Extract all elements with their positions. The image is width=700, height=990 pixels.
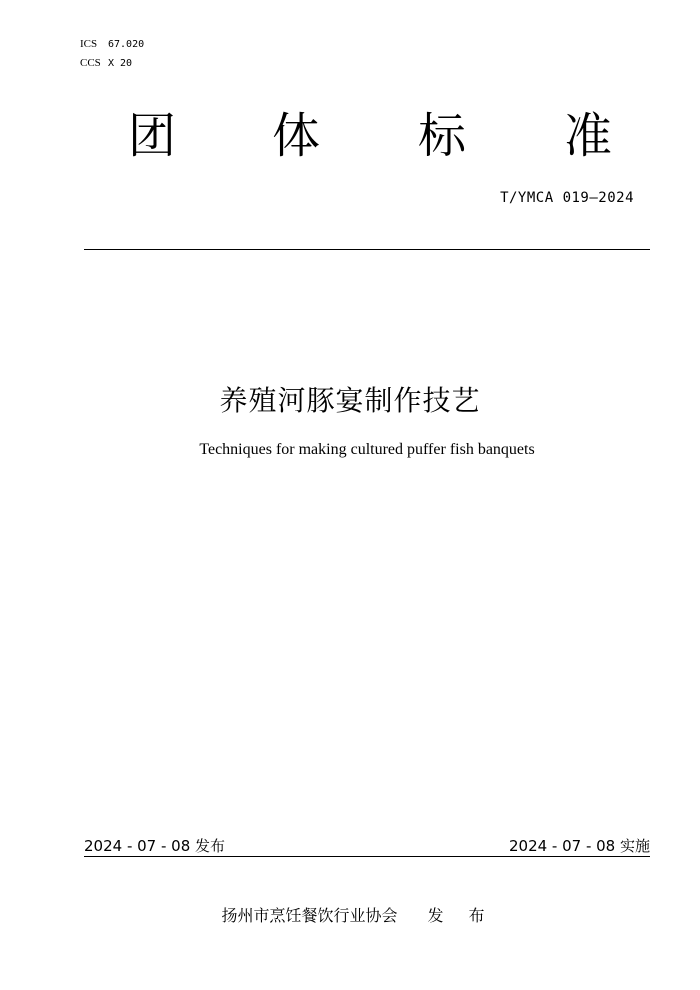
ccs-value: X 20 xyxy=(108,58,133,69)
publish-date: 2024 - 07 - 08 发布 xyxy=(84,837,226,855)
standard-type-char: 团 xyxy=(128,108,177,164)
document-title-en: Techniques for making cultured puffer fish banquets xyxy=(199,441,535,458)
header-divider xyxy=(84,249,650,250)
ics-label: ICS xyxy=(80,38,98,50)
issue-label: 发 布 xyxy=(427,906,495,925)
ics-value: 67.020 xyxy=(108,39,145,50)
standard-type-char: 准 xyxy=(564,108,613,164)
standard-type-heading xyxy=(128,108,618,164)
footer-divider xyxy=(84,856,650,857)
ics-row xyxy=(80,35,144,54)
standard-type-char: 体 xyxy=(272,108,321,164)
issuer-line xyxy=(0,903,700,926)
classification-codes xyxy=(80,35,144,73)
standard-type-char: 标 xyxy=(418,108,467,164)
ccs-label: CCS xyxy=(80,57,101,69)
standard-number: T/YMCA 019—2024 xyxy=(500,190,634,206)
document-title-cn: 养殖河豚宴制作技艺 xyxy=(219,384,481,417)
issuer-name: 扬州市烹饪餐饮行业协会 xyxy=(221,906,398,925)
ccs-row xyxy=(80,54,144,73)
implement-date: 2024 - 07 - 08 实施 xyxy=(508,837,650,855)
